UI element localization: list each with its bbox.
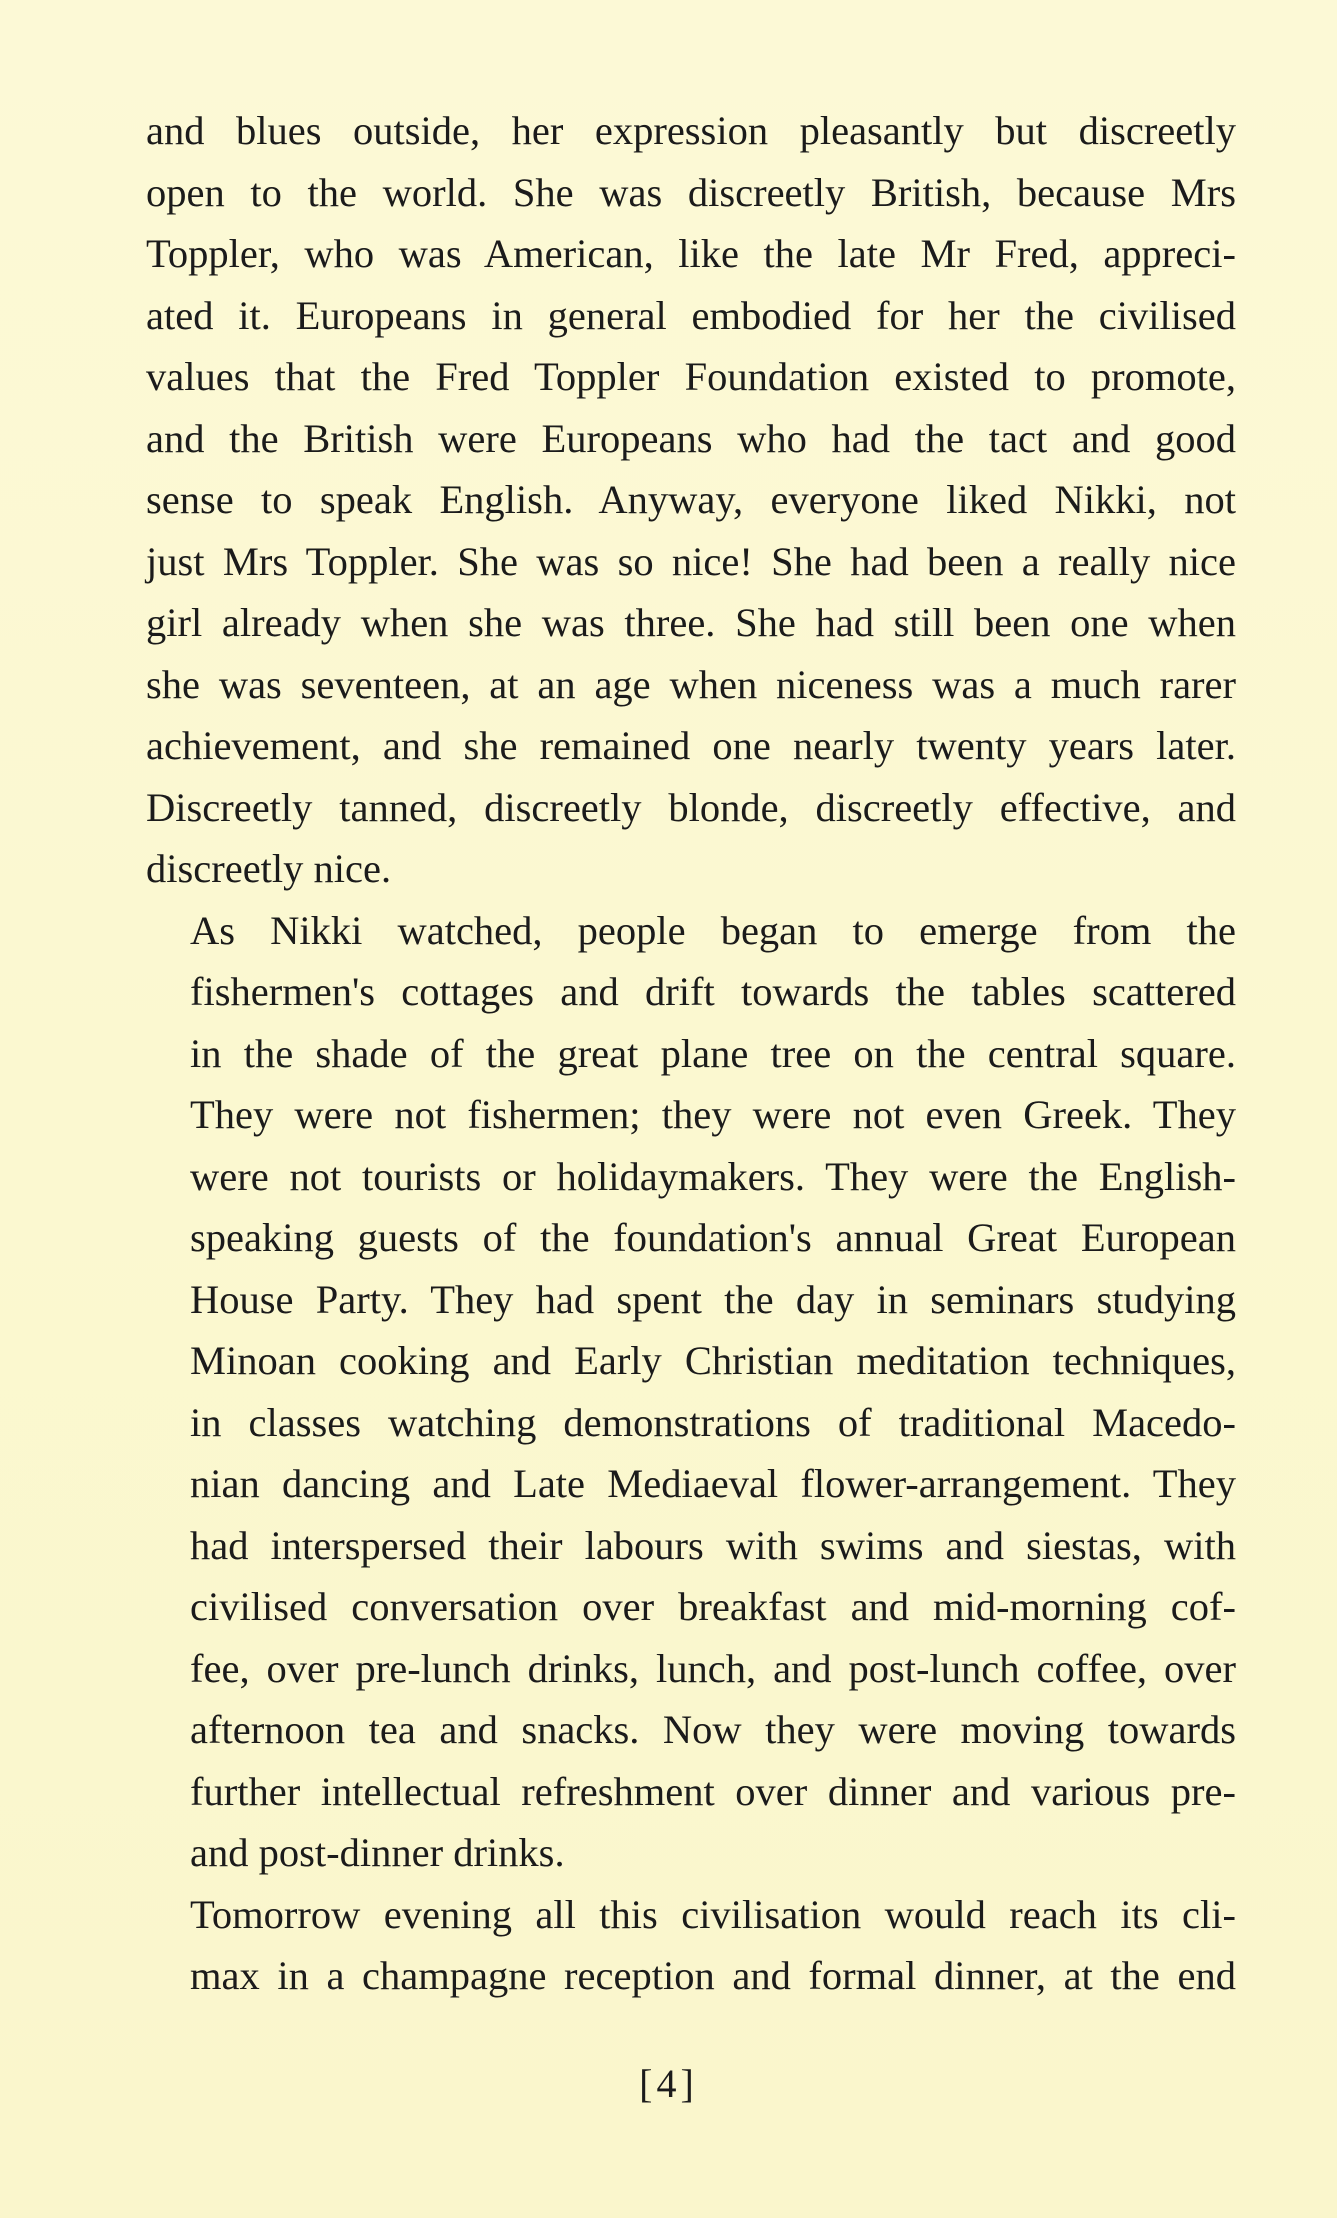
text-line: just Mrs Toppler. She was so nice! She had been a really nice (146, 538, 1236, 584)
page-number: [4] (639, 2061, 698, 2106)
text-line: in classes watching demonstrations of traditional Macedo- (190, 1399, 1236, 1445)
text-line: and blues outside, her expression pleasantly but discreetly (146, 108, 1236, 153)
text-line: fee, over pre-lunch drinks, lunch, and post-lunch coffee, over (190, 1645, 1236, 1691)
text-line: They were not fishermen; they were not even Greek. They (190, 1092, 1236, 1137)
text-line: sense to speak English. Anyway, everyone liked Nikki, not (146, 477, 1236, 522)
text-line: Tomorrow evening all this civilisation would reach its cli- (190, 1891, 1236, 1937)
text-line: had interspersed their labours with swims and siestas, with (190, 1522, 1236, 1568)
body-text (146, 100, 1236, 2007)
text-line: nian dancing and Late Mediaeval flower-arrangement. They (190, 1461, 1236, 1506)
text-line: As Nikki watched, people began to emerge from the (190, 907, 1236, 953)
text-line: fishermen's cottages and drift towards the tables scattered (190, 969, 1236, 1014)
text-line: were not tourists or holidaymakers. They were the English- (190, 1153, 1236, 1199)
text-line: values that the Fred Toppler Foundation existed to promote, (146, 354, 1236, 399)
paragraph-3 (146, 1884, 1236, 2007)
paragraph-1 (146, 100, 1236, 900)
text-line: open to the world. She was discreetly British, because Mrs (146, 169, 1236, 215)
text-line: in the shade of the great plane tree on the central square. (190, 1030, 1236, 1076)
text-line: she was seventeen, at an age when niceness was a much rarer (146, 661, 1236, 707)
text-line: civilised conversation over breakfast and mid-morning cof- (190, 1584, 1236, 1629)
paragraph-2 (146, 900, 1236, 1884)
text-line: House Party. They had spent the day in seminars studying (190, 1276, 1236, 1322)
text-line: and the British were Europeans who had the tact and good (146, 415, 1236, 461)
text-line: ated it. Europeans in general embodied for her the civilised (146, 292, 1236, 338)
text-line: and post-dinner drinks. (190, 1830, 565, 1875)
text-line: Minoan cooking and Early Christian meditation techniques, (190, 1338, 1236, 1383)
text-line: afternoon tea and snacks. Now they were moving towards (190, 1707, 1236, 1752)
text-line: further intellectual refreshment over dinner and various pre- (190, 1768, 1236, 1814)
text-line: max in a champagne reception and formal dinner, at the end (190, 1953, 1236, 1998)
text-line: speaking guests of the foundation's annual Great European (190, 1215, 1236, 1260)
text-line: achievement, and she remained one nearly twenty years later. (146, 723, 1236, 768)
text-line: girl already when she was three. She had still been one when (146, 600, 1236, 645)
text-line: discreetly nice. (146, 846, 392, 891)
text-line: Discreetly tanned, discreetly blonde, discreetly effective, and (146, 784, 1236, 830)
text-line: Toppler, who was American, like the late Mr Fred, appreci- (146, 231, 1236, 276)
